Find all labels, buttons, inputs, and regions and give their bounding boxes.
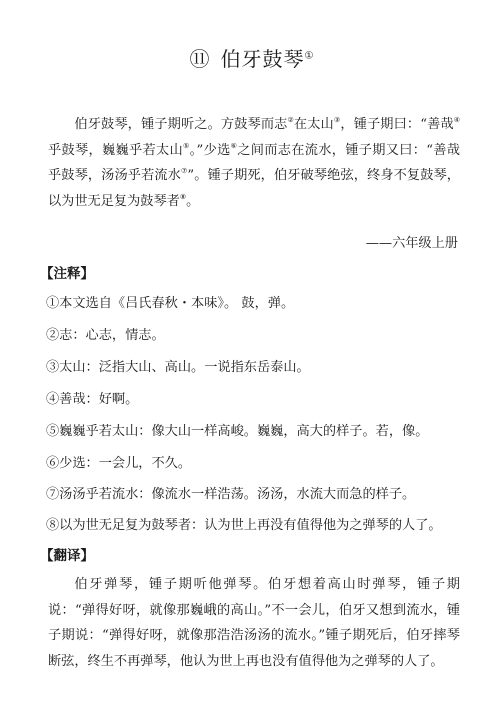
original-segment: 乎鼓琴，巍巍乎若太山 — [48, 142, 184, 158]
notes-heading: 【注释】 — [40, 266, 94, 282]
translation-heading: 【翻译】 — [40, 548, 94, 564]
original-segment: 在太山 — [293, 117, 334, 132]
lesson-number: ⑪ — [189, 47, 211, 71]
note-mark: ② — [287, 116, 294, 124]
note-item: ⑥少选：一会儿，不久。 — [46, 456, 192, 471]
page-title — [0, 46, 504, 72]
original-segment: 。 — [186, 193, 200, 209]
original-segment: ，锺子期曰：“善哉 — [340, 117, 454, 132]
note-mark: ⑧ — [179, 192, 187, 201]
note-mark: ⑦ — [180, 167, 188, 175]
note-item: ③太山：泛指大山、高山。一说指东岳泰山。 — [46, 360, 310, 375]
note-item: ⑤巍巍乎若太山：像大山一样高峻。巍巍，高大的样子。若，像。 — [46, 424, 429, 439]
note-item: ①本文选自《吕氏春秋・本味》。 鼓，弹。 — [46, 296, 295, 311]
note-item: ②志：心志，情志。 — [46, 328, 165, 343]
original-text — [48, 112, 460, 214]
original-segment: 。”少选 — [189, 142, 231, 158]
title-note-mark: ① — [304, 50, 315, 62]
original-segment: 伯牙鼓琴，锺子期听之。方鼓琴而志 — [74, 117, 288, 132]
translation-text: 伯牙弹琴，锺子期听他弹琴。伯牙想着高山时弹琴，锺子期说：“弹得好呀，就像那巍峨的高山。”不一会儿，伯牙又想到流水，锺子期说：“弹得好呀，就像那浩浩汤汤的流水。”锺子期死后，伯牙摔琴断弦，终生不再弹琴，他认为世上再也没有值得他为之弹琴的人了。 — [48, 577, 460, 669]
note-item: ⑧以为世无足复为鼓琴者：认为世上再没有值得他为之弹琴的人了。 — [46, 518, 442, 533]
title-text: 伯牙鼓琴 — [220, 47, 305, 71]
note-item: ④善哉：好啊。 — [46, 392, 139, 407]
original-segment: ”。锺子期死，伯牙破琴绝弦，终身不复鼓琴，以为世无足复为鼓琴者 — [48, 168, 460, 209]
note-mark: ③ — [333, 116, 341, 124]
note-item: ⑦汤汤乎若流水：像流水一样浩荡。汤汤，水流大而急的样子。 — [46, 487, 416, 502]
note-mark: ⑤ — [183, 141, 190, 150]
note-mark: ⑥ — [230, 141, 238, 150]
note-mark: ④ — [453, 116, 461, 124]
source-label: ——六年级上册 — [365, 236, 458, 251]
original-segment: 之间而志在流水，锺子期又曰：“善哉乎鼓琴，汤汤乎若流水 — [48, 142, 460, 183]
